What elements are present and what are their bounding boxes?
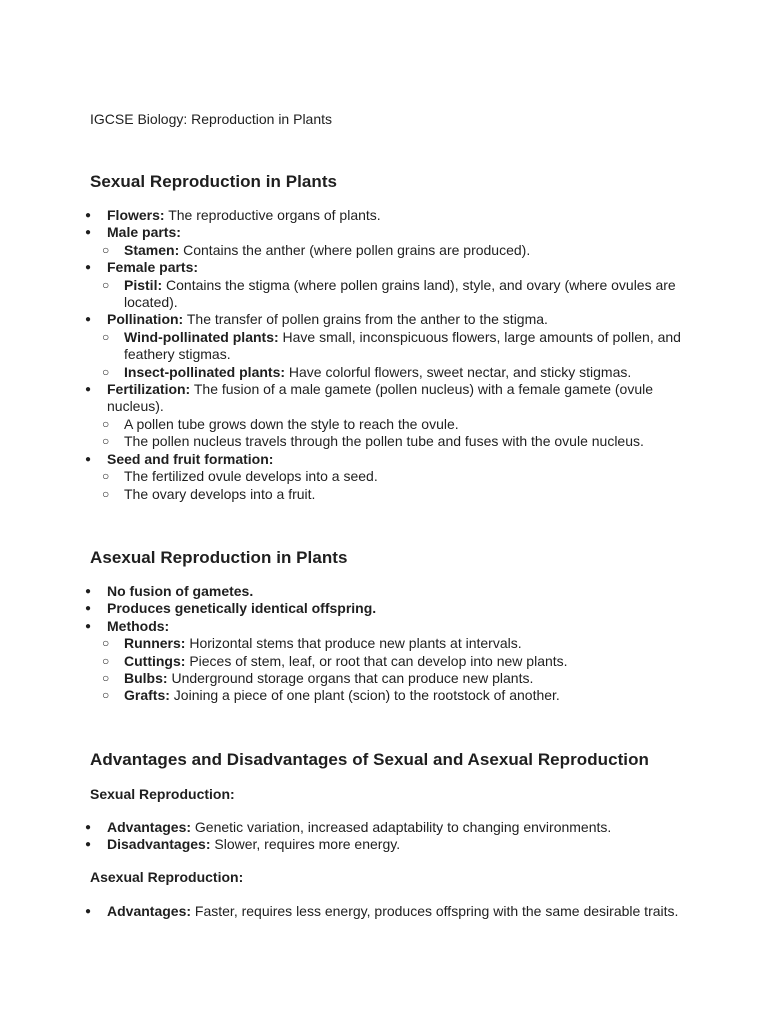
asexual-advantages-list <box>0 903 768 920</box>
list-item-fertilization: ● Fertilization: The fusion of a male gamete (pollen nucleus) with a female gamete (ovule nucleus). ○ A pollen tube grows down the style to reach the ovule. ○ The pollen nucleus travels through the pollen tube and fuses with the ovule nucleus. <box>0 381 682 451</box>
sexual-advantages-list <box>0 819 768 854</box>
fertilization-sublist <box>107 416 682 451</box>
list-item-male-parts: ● Male parts: ○ Stamen: Contains the anther (where pollen grains are produced). <box>0 224 682 259</box>
heading-sexual-reproduction: Sexual Reproduction in Plants <box>90 172 338 191</box>
sexual-reproduction-list <box>0 207 768 503</box>
list-item-pollen-nucleus: ○ The pollen nucleus travels through the pollen tube and fuses with the ovule nucleus. <box>107 433 682 450</box>
list-item-flowers: ● Flowers: The reproductive organs of plants. <box>0 207 682 224</box>
list-item-methods: ● Methods: ○ Runners: Horizontal stems that produce new plants at intervals. ○ Cuttings: Pieces of stem, leaf, or root that can develop into new plants. ○ Bulbs: Underground storage organs that can produce new plants. ○ Grafts: Joining a piece of one plant (scion) to the rootstock of another. <box>0 618 682 705</box>
list-item-seed-fruit: ● Seed and fruit formation: ○ The fertilized ovule develops into a seed. ○ The ovary develops into a fruit. <box>0 451 682 503</box>
list-item-insect-pollinated: ○ Insect-pollinated plants: Have colorful flowers, sweet nectar, and sticky stigmas. <box>107 364 682 381</box>
list-item-seed: ○ The fertilized ovule develops into a seed. <box>107 468 682 485</box>
list-item-pollen-tube: ○ A pollen tube grows down the style to reach the ovule. <box>107 416 682 433</box>
document-title: IGCSE Biology: Reproduction in Plants <box>90 111 333 127</box>
list-item-asexual-advantages: ● Advantages: Faster, requires less energy, produces offspring with the same desirable traits. <box>0 903 682 920</box>
methods-sublist <box>107 635 682 705</box>
subheading-sexual-reproduction: Sexual Reproduction: <box>90 786 235 802</box>
list-item-sexual-disadvantages: ● Disadvantages: Slower, requires more energy. <box>0 836 682 853</box>
male-parts-sublist <box>107 242 682 259</box>
list-item-grafts: ○ Grafts: Joining a piece of one plant (scion) to the rootstock of another. <box>107 687 682 704</box>
list-item-runners: ○ Runners: Horizontal stems that produce new plants at intervals. <box>107 635 682 652</box>
list-item-cuttings: ○ Cuttings: Pieces of stem, leaf, or root that can develop into new plants. <box>107 653 682 670</box>
pollination-sublist <box>107 329 682 381</box>
heading-advantages-disadvantages: Advantages and Disadvantages of Sexual and Asexual Reproduction <box>90 750 649 769</box>
list-item-stamen: ○ Stamen: Contains the anther (where pollen grains are produced). <box>107 242 682 259</box>
list-item-sexual-advantages: ● Advantages: Genetic variation, increased adaptability to changing environments. <box>0 819 682 836</box>
subheading-asexual-reproduction: Asexual Reproduction: <box>90 869 244 885</box>
list-item-wind-pollinated: ○ Wind-pollinated plants: Have small, inconspicuous flowers, large amounts of pollen, and feathery stigmas. <box>107 329 682 364</box>
list-item-fruit: ○ The ovary develops into a fruit. <box>107 486 682 503</box>
list-item-pistil: ○ Pistil: Contains the stigma (where pollen grains land), style, and ovary (where ovules are located). <box>107 277 682 312</box>
list-item-pollination: ● Pollination: The transfer of pollen grains from the anther to the stigma. ○ Wind-pollinated plants: Have small, inconspicuous flowers, large amounts of pollen, and feathery stigmas. ○ Insect-pollinated plants: Have colorful flowers, sweet nectar, and sticky stigmas. <box>0 311 682 381</box>
female-parts-sublist <box>107 277 682 312</box>
heading-asexual-reproduction: Asexual Reproduction in Plants <box>90 548 348 567</box>
seed-fruit-sublist <box>107 468 682 503</box>
asexual-reproduction-list <box>0 583 768 705</box>
list-item-female-parts: ● Female parts: ○ Pistil: Contains the stigma (where pollen grains land), style, and ovary (where ovules are located). <box>0 259 682 311</box>
list-item-no-fusion: ● No fusion of gametes. <box>0 583 682 600</box>
list-item-bulbs: ○ Bulbs: Underground storage organs that can produce new plants. <box>107 670 682 687</box>
list-item-identical-offspring: ● Produces genetically identical offspring. <box>0 600 682 617</box>
